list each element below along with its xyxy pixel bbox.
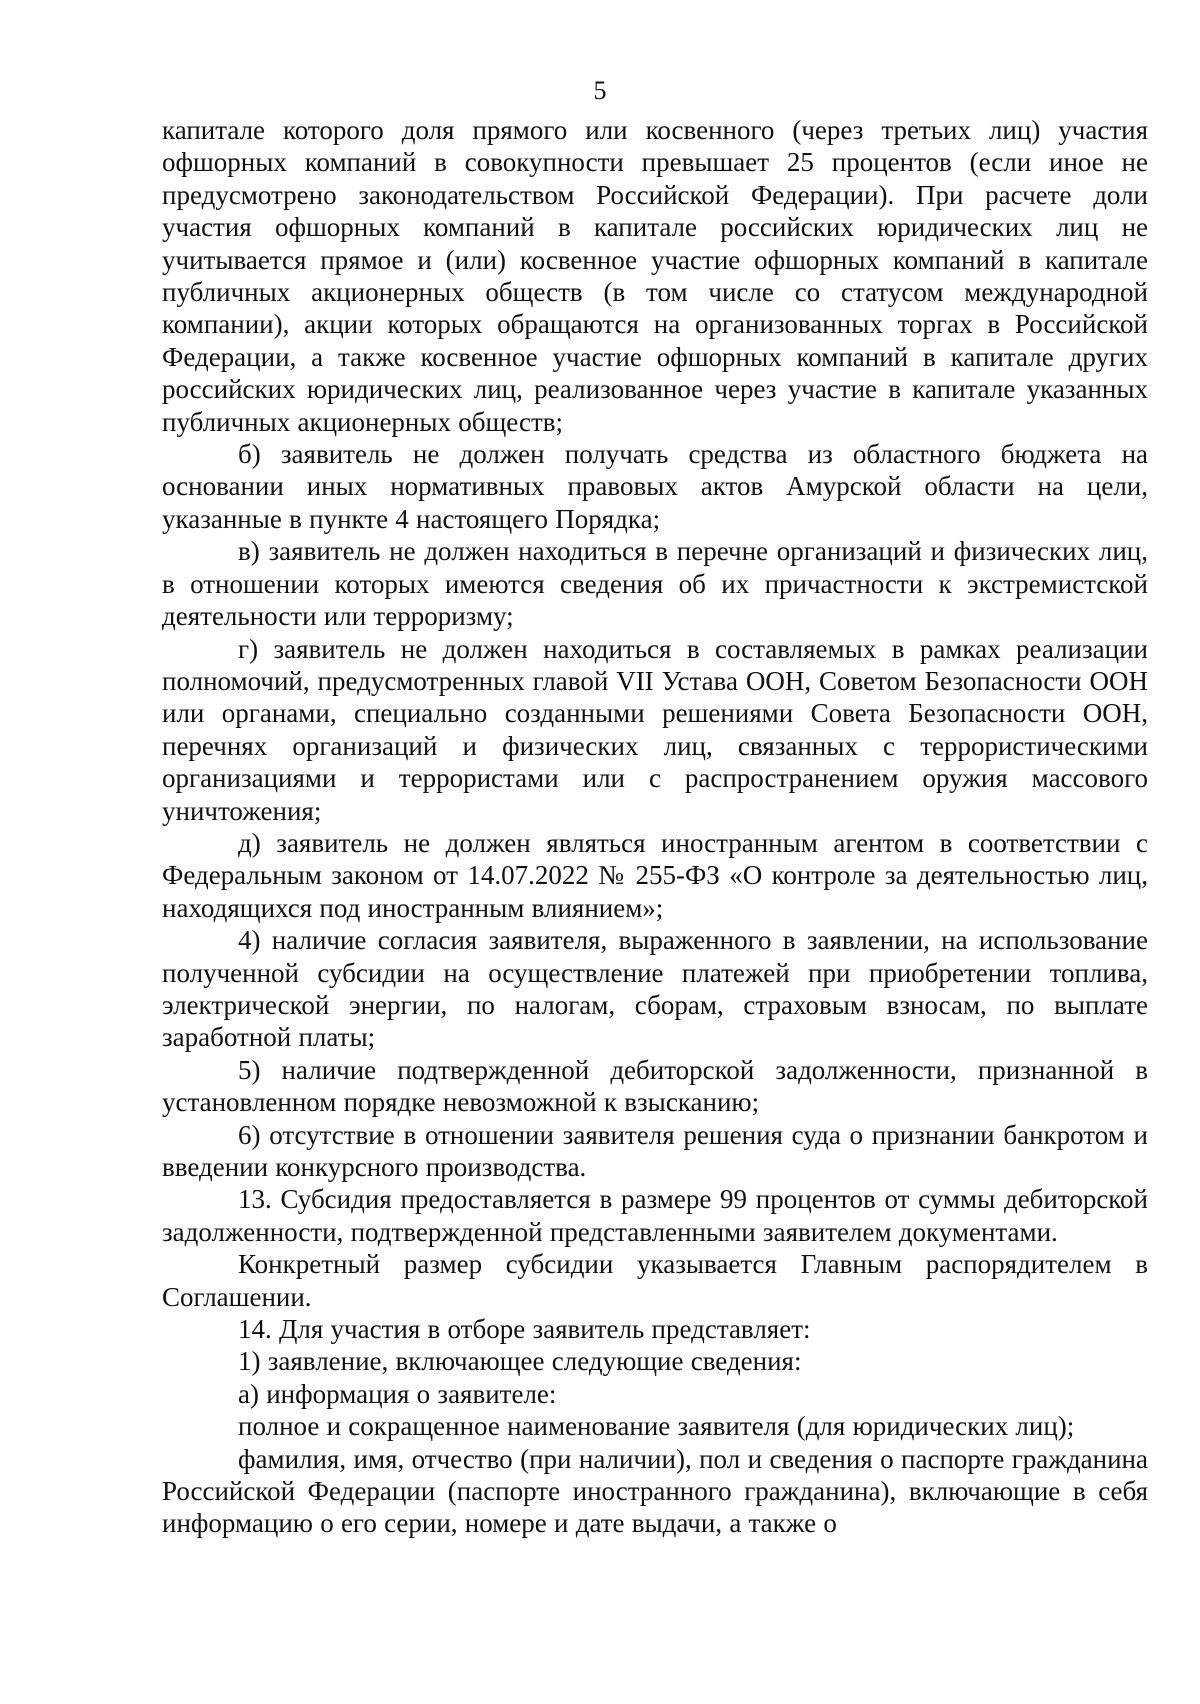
paragraph-item-5: 5) наличие подтвержденной дебиторской задолженности, признанной в установленном порядке невозможной к взысканию;	[162, 1054, 1148, 1118]
paragraph-item-b: б) заявитель не должен получать средства из областного бюджета на основании иных нормативных правовых актов Амурской области на цели, указанные в пункте 4 настоящего Порядка;	[162, 439, 1148, 534]
paragraph-offshore-capital: капитале которого доля прямого или косвенного (через третьих лиц) участия офшорных компаний в совокупности превышает 25 процентов (если иное не предусмотрено законодательством Российской Федерации). При расчете доли участия офшорных компаний в капитале российских юридических лиц не учитывается прямое и (или) косвенное участие офшорных компаний в капитале публичных акционерных обществ (в том числе со статусом международной компании), акции которых обращаются на организованных торгах в Российской Федерации, а также косвенное участие офшорных компаний в капитале других российских юридических лиц, реализованное через участие в капитале указанных публичных акционерных обществ;	[162, 115, 1148, 437]
paragraph-section-13: 13. Субсидия предоставляется в размере 99 процентов от суммы дебиторской задолженности, подтвержденной представленными заявителем документами.	[162, 1184, 1148, 1247]
paragraph-section-14: 14. Для участия в отборе заявитель представляет:	[238, 1314, 811, 1345]
paragraph-item-6: 6) отсутствие в отношении заявителя решения суда о признании банкротом и введении конкурсного производства.	[162, 1119, 1148, 1182]
paragraph-applicant-name: полное и сокращенное наименование заявителя (для юридических лиц);	[238, 1411, 1075, 1442]
paragraph-passport-info: фамилия, имя, отчество (при наличии), пол и сведения о паспорте гражданина Российской Федерации (паспорте иностранного гражданина), включающие в себя информацию о его серии, номере и дате выдачи, а также о	[162, 1443, 1148, 1539]
paragraph-item-4: 4) наличие согласия заявителя, выраженного в заявлении, на использование полученной субсидии на осуществление платежей при приобретении топлива, электрической энергии, по налогам, сборам, страховым взносам, по выплате заработной платы;	[162, 925, 1148, 1053]
paragraph-applicant-info: а) информация о заявителе:	[238, 1378, 557, 1409]
paragraph-application: 1) заявление, включающее следующие сведения:	[238, 1346, 802, 1377]
document-body	[162, 114, 1148, 1540]
paragraph-item-d: д) заявитель не должен являться иностранным агентом в соответствии с Федеральным законом от 14.07.2022 № 255-ФЗ «О контроле за деятельностью лиц, находящихся под иностранным влиянием»;	[162, 827, 1148, 923]
paragraph-item-g: г) заявитель не должен находиться в составляемых в рамках реализации полномочий, предусмотренных главой VII Устава ООН, Советом Безопасности ООН или органами, специально созданными решениями Совета Безопасности ООН, перечнях организаций и физических лиц, связанных с террористическими организациями и террористами или с распространением оружия массового уничтожения;	[162, 633, 1148, 826]
page-number: 5	[593, 76, 607, 105]
paragraph-subsidy-amount: Конкретный размер субсидии указывается Главным распорядителем в Соглашении.	[162, 1249, 1148, 1312]
paragraph-item-v: в) заявитель не должен находиться в перечне организаций и физических лиц, в отношении которых имеются сведения об их причастности к экстремистской деятельности или терроризму;	[162, 536, 1148, 632]
